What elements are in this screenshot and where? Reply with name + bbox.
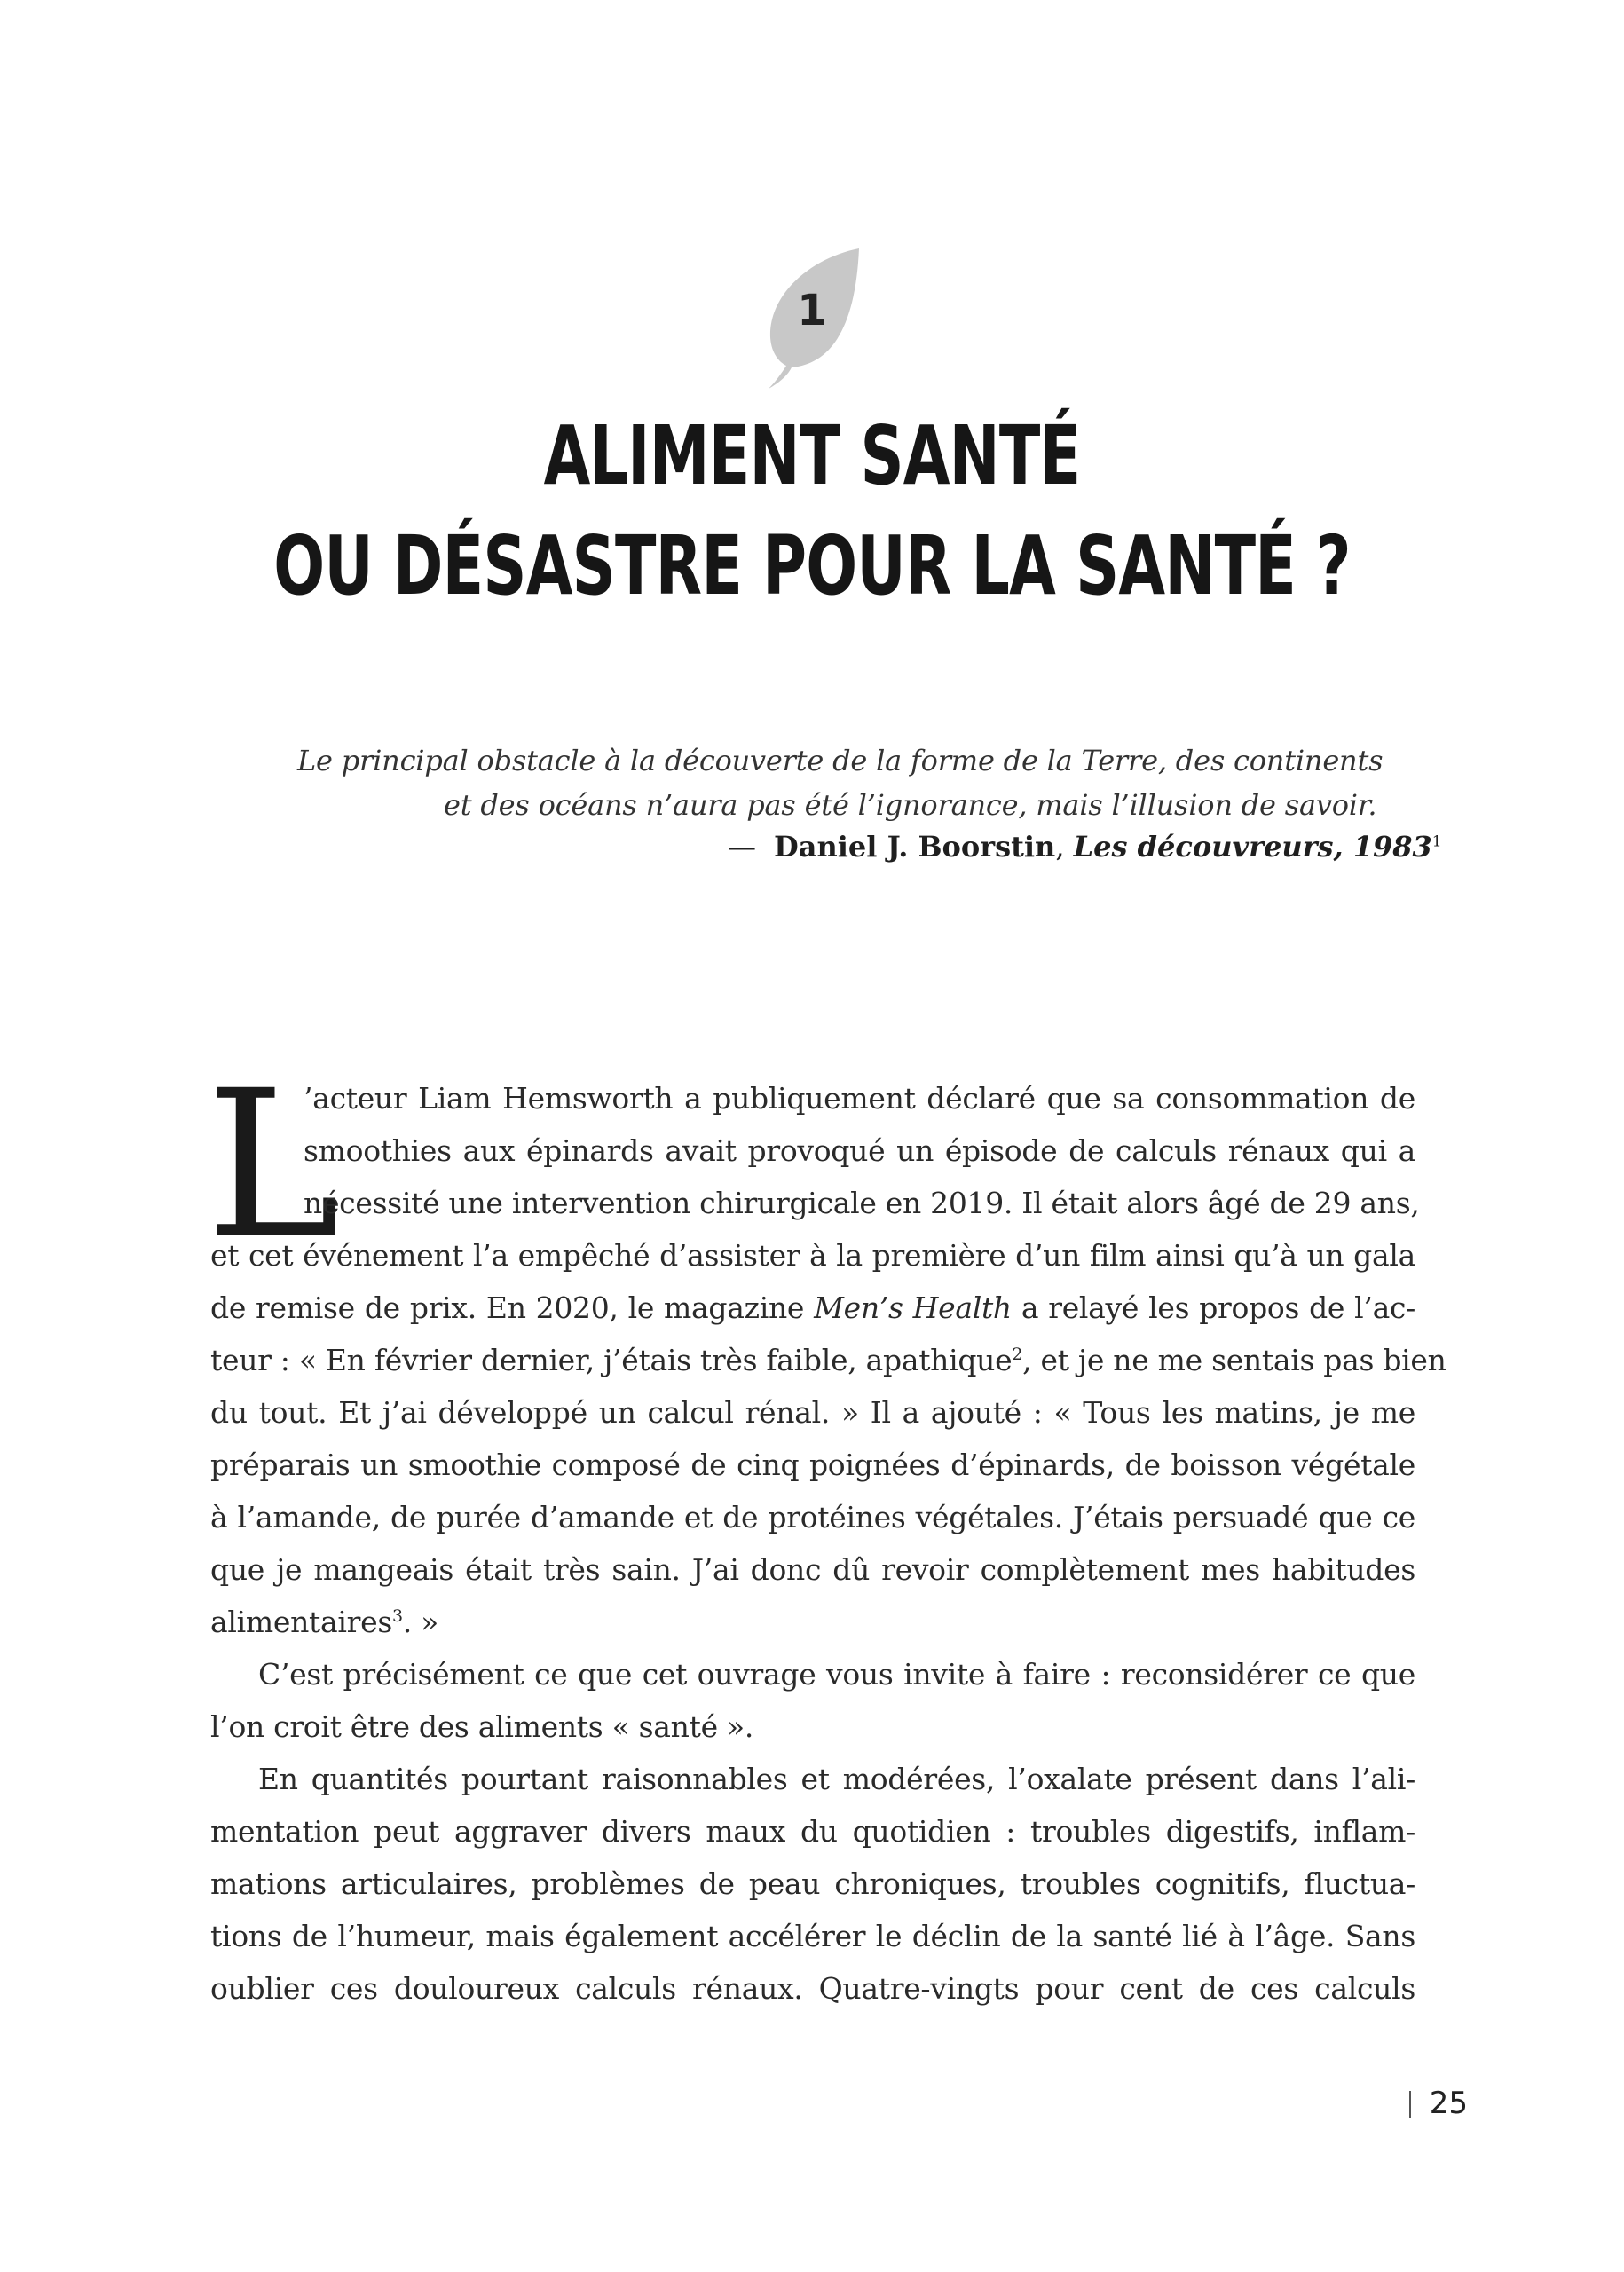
text-line: du tout. Et j’ai développé un calcul rénal. » Il a ajouté : « Tous les matins, je me — [210, 1395, 1415, 1430]
chapter-number: 1 — [797, 286, 827, 335]
text-line: mentation peut aggraver divers maux du quotidien : troubles digestifs, inflam- — [210, 1814, 1415, 1849]
paragraph-1-dropcap-lines — [210, 1072, 1420, 1229]
text-line: à l’amande, de purée d’amande et de protéines végétales. J’étais persuadé que ce — [210, 1500, 1415, 1534]
epigraph-line-1: Le principal obstacle à la découverte de la forme de la Terre, des continents — [297, 744, 1384, 777]
text-line: de remise de prix. En 2020, le magazine Men’s Health a relayé les propos de l’ac- — [210, 1290, 1415, 1325]
text-line: En quantités pourtant raisonnables et modérées, l’oxalate présent dans l’ali- — [258, 1762, 1415, 1796]
text-line: smoothies aux épinards avait provoqué un épisode de calculs rénaux qui a — [304, 1133, 1415, 1168]
text-line: l’on croit être des aliments « santé ». — [210, 1709, 754, 1744]
text-line: mations articulaires, problèmes de peau chroniques, troubles cognitifs, fluctua- — [210, 1866, 1415, 1901]
footnote-ref-2: 2 — [1012, 1345, 1023, 1364]
chapter-title-line-2: OU DÉSASTRE POUR LA SANTÉ ? — [273, 518, 1351, 613]
attribution-dash: — — [728, 830, 756, 864]
footnote-ref-1: 1 — [1431, 832, 1442, 851]
text-line: oublier ces douloureux calculs rénaux. Quatre-vingts pour cent de ces calculs — [210, 1971, 1415, 2006]
attribution-separator: , — [1055, 830, 1074, 864]
epigraph-line-2: et des océans n’aura pas été l’ignorance, mais l’illusion de savoir. — [444, 788, 1377, 822]
text-line: teur : « En février dernier, j’étais très faible, apathique$^2$, et je ne me sentais pas bien — [210, 1343, 1447, 1377]
text-line: nécessité une intervention chirurgicale en 2019. Il était alors âgé de 29 ans, — [304, 1186, 1420, 1220]
text-line: préparais un smoothie composé de cinq poignées d’épinards, de boisson végétale — [210, 1448, 1415, 1482]
magazine-title: Men’s Health — [814, 1290, 1012, 1325]
body-text — [210, 1072, 1447, 2015]
attribution-work: Les découvreurs, 1983 — [1073, 830, 1432, 864]
chapter-title-line-1: ALIMENT SANTÉ — [543, 408, 1081, 503]
text-line: et cet événement l’a empêché d’assister à la première d’un film ainsi qu’à un gala — [210, 1238, 1415, 1273]
text-line: alimentaires$^3$. » — [210, 1605, 439, 1639]
footnote-ref-3: 3 — [392, 1606, 403, 1626]
page-number: 25 — [1429, 2086, 1468, 2121]
drop-cap: L — [206, 1046, 341, 1282]
text-line: ’acteur Liam Hemsworth a publiquement déclaré que sa consommation de — [304, 1081, 1415, 1116]
epigraph-attribution — [728, 830, 1442, 864]
text-line: C’est précisément ce que cet ouvrage vous invite à faire : reconsidérer ce que — [258, 1657, 1415, 1692]
chapter-title — [211, 401, 1413, 621]
attribution-author: Daniel J. Boorstin — [774, 830, 1056, 864]
page-number-divider — [1409, 2091, 1411, 2118]
text-line: que je mangeais était très sain. J’ai donc dû revoir complètement mes habitudes — [210, 1552, 1415, 1587]
text-line: tions de l’humeur, mais également accélérer le déclin de la santé lié à l’âge. Sans — [210, 1919, 1415, 1953]
